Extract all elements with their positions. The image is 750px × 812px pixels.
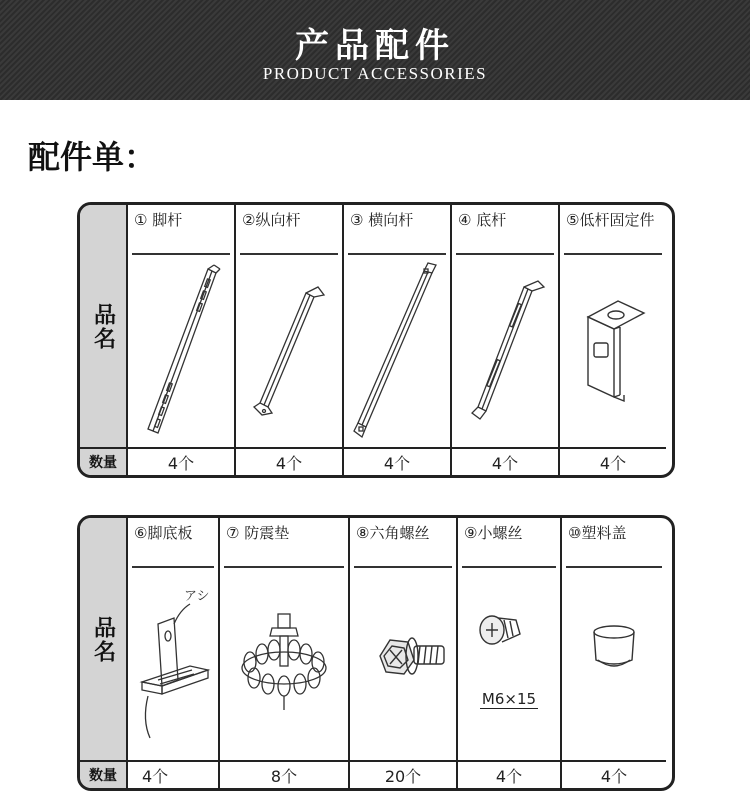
part-quantity: 4个 bbox=[128, 760, 218, 788]
foot-plate-drawing bbox=[128, 570, 218, 760]
header-banner bbox=[0, 0, 750, 100]
row-header-column bbox=[80, 205, 128, 475]
part-column-small-screw bbox=[458, 518, 562, 788]
foot-plate-note: アシ bbox=[184, 589, 210, 604]
banner-subtitle: PRODUCT ACCESSORIES bbox=[262, 64, 488, 83]
part-quantity: 20个 bbox=[350, 760, 456, 788]
cross-bar-drawing bbox=[344, 257, 450, 447]
row-header-column bbox=[80, 518, 128, 788]
part-column-shock-pad bbox=[220, 518, 350, 788]
part-column-bracket bbox=[560, 205, 666, 475]
part-column-hex-bolt bbox=[350, 518, 458, 788]
part-label: ④ 底杆 bbox=[458, 211, 507, 229]
part-label: ⑥脚底板 bbox=[134, 524, 193, 542]
longitudinal-bar-drawing bbox=[236, 257, 342, 447]
part-quantity: 4个 bbox=[236, 447, 342, 475]
part-label: ⑩塑料盖 bbox=[568, 524, 627, 542]
leg-bar-drawing bbox=[128, 257, 234, 447]
part-quantity: 8个 bbox=[220, 760, 348, 788]
banner-title: 产品配件 bbox=[295, 26, 455, 66]
part-label: ③ 横向杆 bbox=[350, 211, 414, 229]
part-label: ②纵向杆 bbox=[242, 211, 301, 229]
quantity-row-label: 数量 bbox=[80, 447, 126, 475]
part-quantity: 4个 bbox=[452, 447, 558, 475]
part-column-leg-bar bbox=[128, 205, 236, 475]
parts-table-1 bbox=[77, 202, 675, 478]
part-label: ⑨小螺丝 bbox=[464, 524, 523, 542]
part-label: ⑦ 防震垫 bbox=[226, 524, 290, 542]
part-column-cross-bar bbox=[344, 205, 452, 475]
part-quantity: 4个 bbox=[458, 760, 560, 788]
part-label: ⑤低杆固定件 bbox=[566, 211, 655, 229]
bottom-bar-drawing bbox=[452, 257, 558, 447]
bottom-bar-bracket-drawing bbox=[560, 257, 666, 447]
part-quantity: 4个 bbox=[560, 447, 666, 475]
part-column-plastic-cap bbox=[562, 518, 666, 788]
shock-pad-drawing bbox=[220, 570, 348, 760]
parts-list-title: 配件单： bbox=[28, 138, 157, 176]
plastic-cap-drawing bbox=[562, 570, 666, 760]
screw-spec-label: M6×15 bbox=[481, 690, 537, 708]
quantity-row-label: 数量 bbox=[80, 760, 126, 788]
name-row-label: 品名 bbox=[90, 616, 116, 664]
part-quantity: 4个 bbox=[562, 760, 666, 788]
part-column-longitudinal-bar bbox=[236, 205, 344, 475]
part-column-bottom-bar bbox=[452, 205, 560, 475]
name-row-label: 品名 bbox=[90, 303, 116, 351]
part-label: ⑧六角螺丝 bbox=[356, 524, 430, 542]
part-label: ① 脚杆 bbox=[134, 211, 183, 229]
hex-bolt-drawing bbox=[350, 570, 456, 760]
part-quantity: 4个 bbox=[344, 447, 450, 475]
small-screw-drawing bbox=[458, 570, 560, 760]
parts-table-2 bbox=[77, 515, 675, 791]
part-column-foot-plate bbox=[128, 518, 220, 788]
part-quantity: 4个 bbox=[128, 447, 234, 475]
